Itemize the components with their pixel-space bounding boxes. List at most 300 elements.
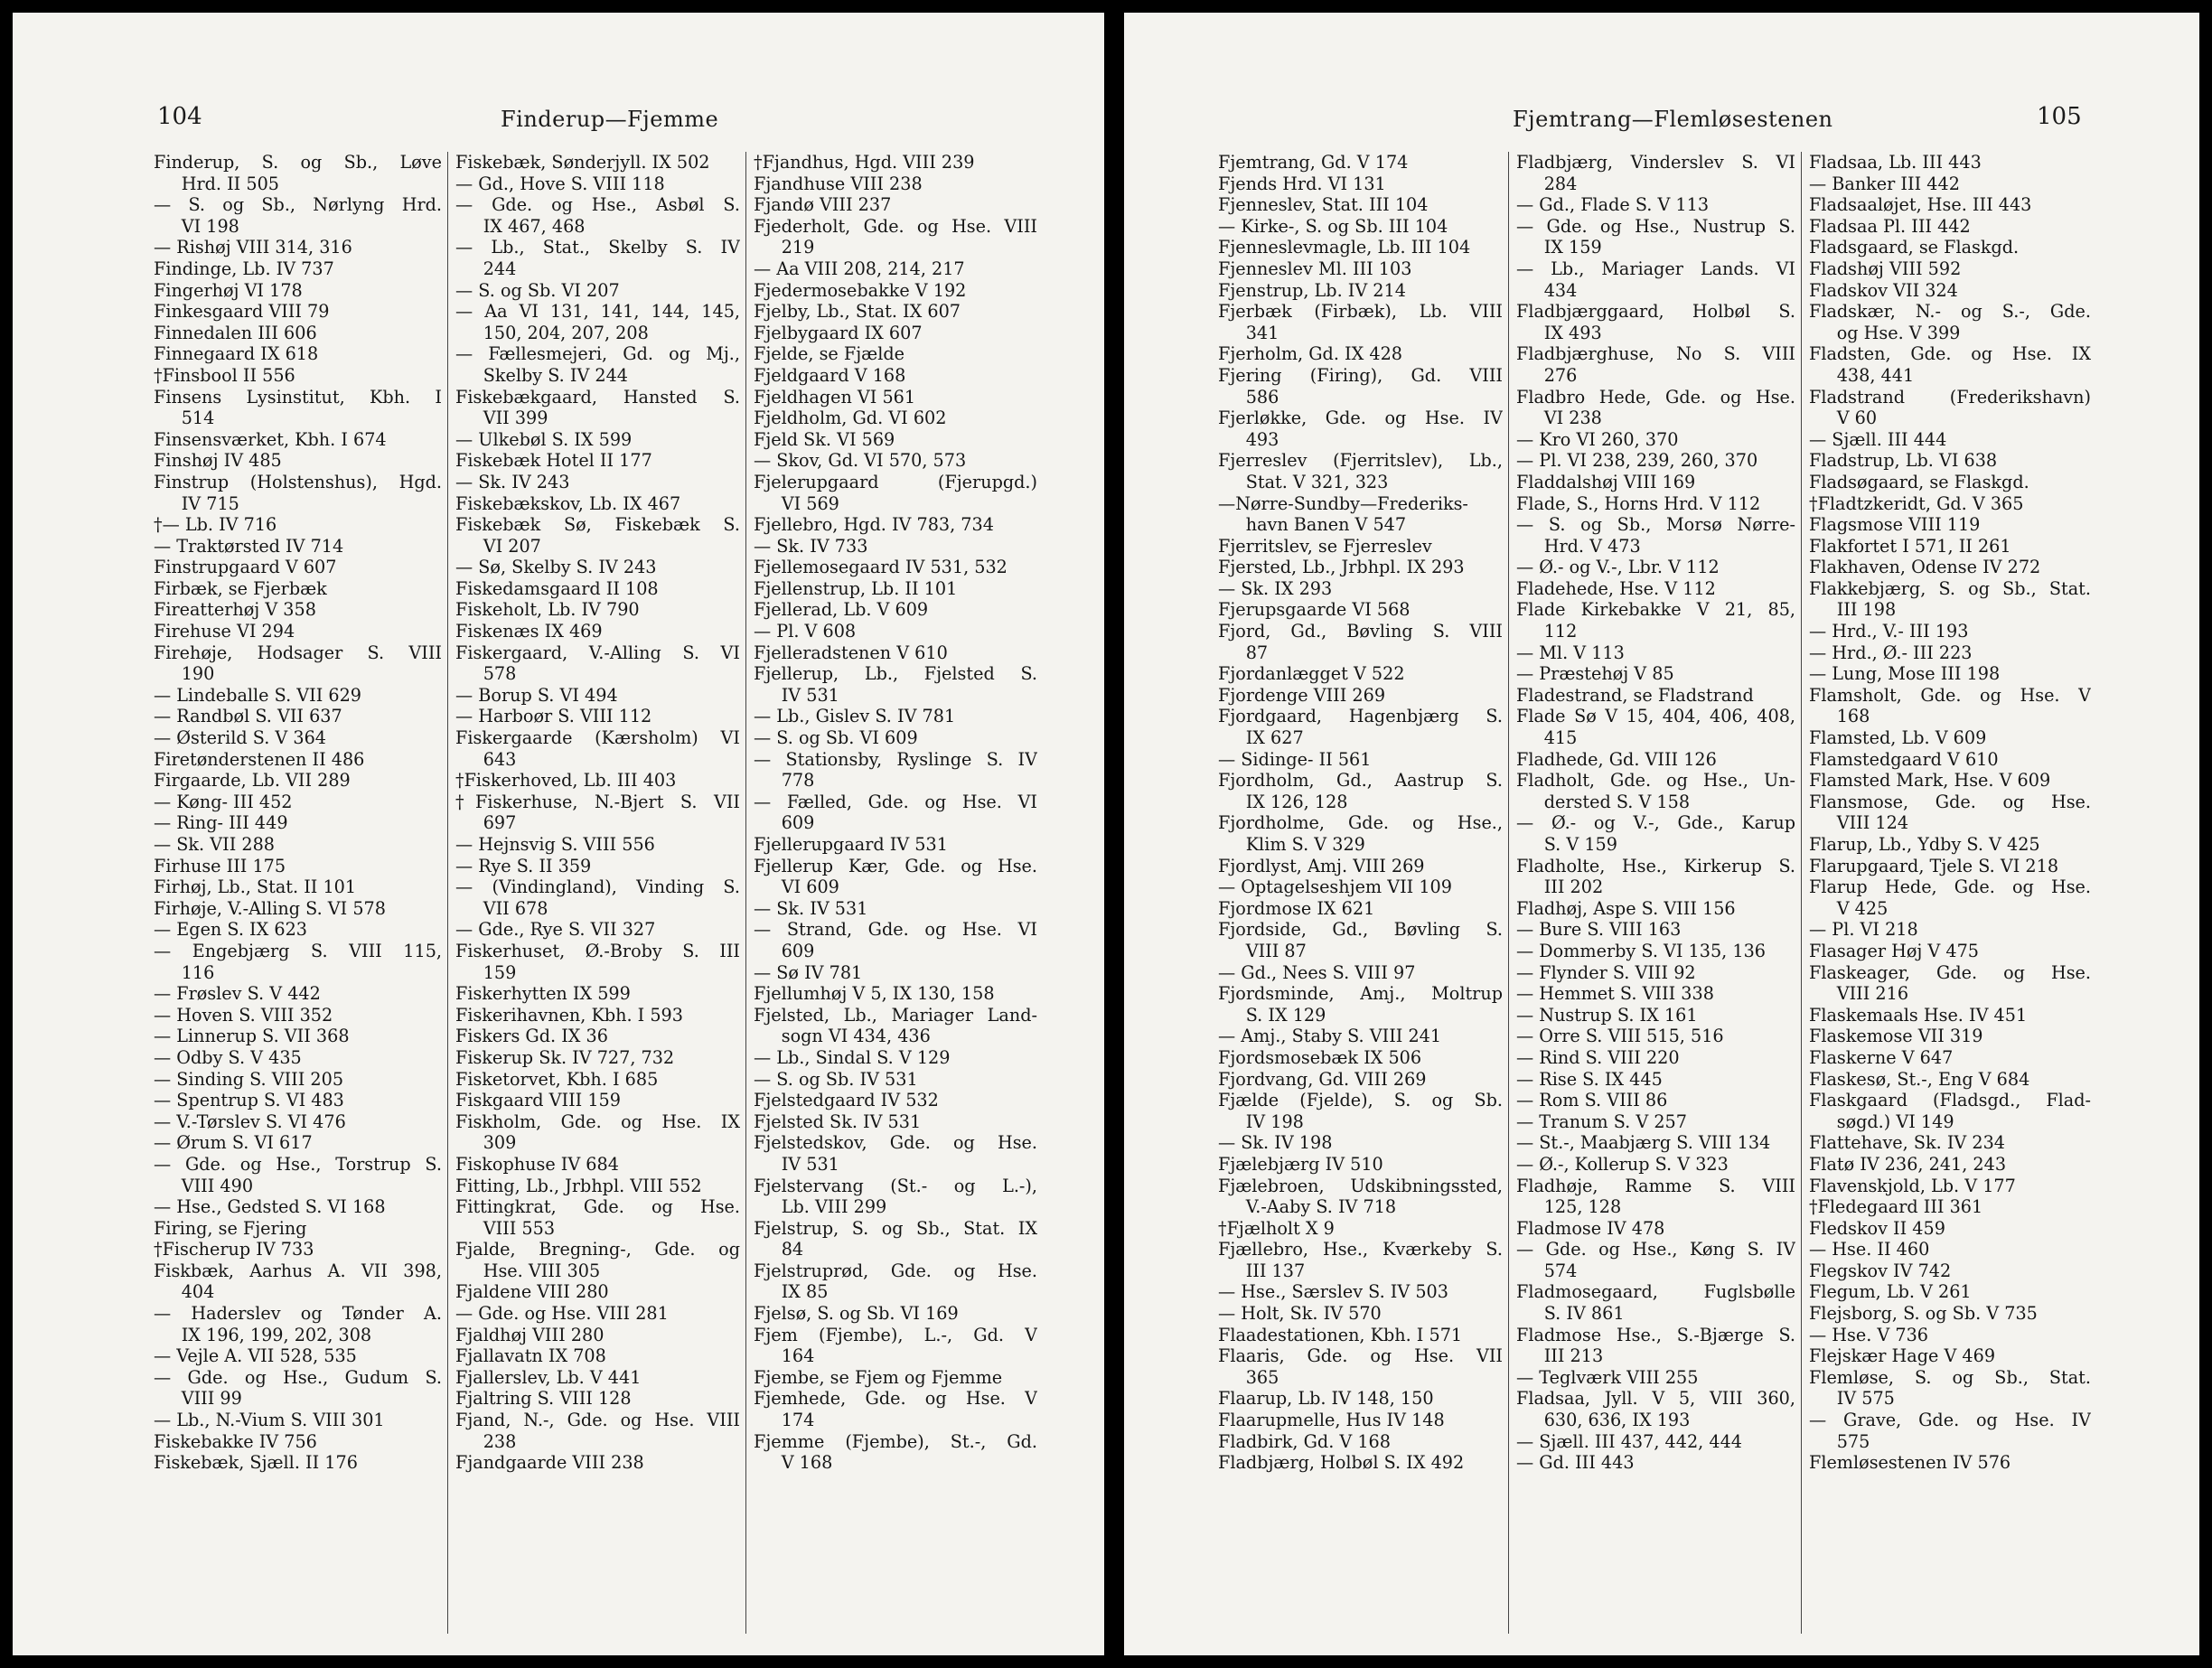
- index-entry: Fjellumhøj V 5, IX 130, 158: [754, 983, 995, 1005]
- index-entry: Fittingkrat, Gde. og Hse.: [455, 1196, 740, 1218]
- index-entry: — Rishøj VIII 314, 316: [154, 237, 352, 258]
- index-entry-continuation: 778: [781, 770, 815, 792]
- index-entry: Flaadestationen, Kbh. I 571: [1218, 1324, 1463, 1345]
- index-entry: Fireatterhøj V 358: [154, 599, 316, 621]
- index-entry: Fjeldgaard V 168: [754, 364, 906, 386]
- index-entry-continuation: 341: [1245, 322, 1279, 343]
- index-entry: Fladbjærghuse, No S. VIII: [1516, 343, 1795, 365]
- index-entry: — S. og Sb., Morsø Nørre-: [1516, 514, 1795, 536]
- index-entry-continuation: 238: [483, 1430, 517, 1452]
- index-entry: Fjordlyst, Amj. VIII 269: [1218, 855, 1425, 876]
- index-entry: Fiskerhytten IX 599: [455, 983, 631, 1005]
- index-entry: Finstrupgaard V 607: [154, 557, 337, 578]
- index-entry: — Teglværk VIII 255: [1516, 1366, 1699, 1388]
- index-entry: — Gd. III 443: [1516, 1452, 1635, 1474]
- index-entry: Firhøj, Lb., Stat. II 101: [154, 876, 357, 898]
- index-entry: — Egen S. IX 623: [154, 919, 308, 941]
- index-entry: Fladhede, Gd. VIII 126: [1516, 748, 1717, 770]
- index-entry-continuation: 574: [1543, 1260, 1578, 1281]
- index-entry: Flejsborg, S. og Sb. V 735: [1809, 1303, 2038, 1325]
- index-entry-continuation: og Hse. V 399: [1836, 322, 1961, 343]
- index-entry: — Lung, Mose III 198: [1809, 663, 2001, 685]
- index-entry-continuation: 630, 636, IX 193: [1543, 1410, 1691, 1431]
- index-entry: — Strand, Gde. og Hse. VI: [754, 919, 1037, 941]
- index-entry: — V.-Tørslev S. VI 476: [154, 1110, 346, 1132]
- index-entry: Fjerbæk (Firbæk), Lb. VIII: [1218, 301, 1503, 323]
- index-entry: Fjellerad, Lb. V 609: [754, 599, 929, 621]
- index-entry-continuation: VIII 124: [1836, 812, 1909, 834]
- index-entry: — Ring- III 449: [154, 812, 288, 834]
- index-entry-continuation: IV 531: [781, 684, 839, 706]
- index-entry: — Nustrup S. IX 161: [1516, 1004, 1698, 1026]
- index-entry: Flaarup, Lb. IV 148, 150: [1218, 1388, 1434, 1410]
- index-entry: — Gde. og Hse., Køng S. IV: [1516, 1239, 1795, 1260]
- index-entry: Fladmose IV 478: [1516, 1217, 1665, 1239]
- index-entry: Fjenneslevmagle, Lb. III 104: [1218, 237, 1471, 258]
- index-entry: — Hse. II 460: [1809, 1239, 1930, 1260]
- index-entry: Flasager Høj V 475: [1809, 940, 1979, 961]
- index-entry: — Pl. VI 218: [1809, 919, 1918, 941]
- index-entry-continuation: VI 238: [1543, 408, 1602, 429]
- index-entry: Fjelby, Lb., Stat. IX 607: [754, 301, 961, 323]
- index-entry: Fiskebækgaard, Hansted S.: [455, 386, 740, 408]
- index-entry: Fjem (Fjembe), L.-, Gd. V: [754, 1324, 1037, 1345]
- index-entry: — Engebjærg S. VIII 115,: [154, 940, 442, 961]
- left-page: [13, 13, 1104, 1655]
- index-entry-continuation: VII 399: [483, 408, 548, 429]
- index-entry: Fiskebækskov, Lb. IX 467: [455, 492, 681, 514]
- index-entry: — Gde. og Hse., Torstrup S.: [154, 1153, 442, 1175]
- index-entry: Fjembe, se Fjem og Fjemme: [754, 1366, 1003, 1388]
- index-entry: Findinge, Lb. IV 737: [154, 258, 334, 279]
- running-head: Finderup—Fjemme: [501, 107, 719, 132]
- index-entry: †Fledegaard III 361: [1809, 1196, 1983, 1218]
- index-entry: Flemløsestenen IV 576: [1809, 1452, 2011, 1474]
- index-entry-continuation: 244: [483, 258, 517, 279]
- index-entry-continuation: VIII 553: [483, 1217, 556, 1239]
- index-entry: Fiskebæk Sø, Fiskebæk S.: [455, 514, 740, 536]
- index-entry-continuation: VI 207: [483, 535, 541, 557]
- index-entry-continuation: 434: [1543, 279, 1578, 301]
- index-entry-continuation: 609: [781, 940, 815, 961]
- index-entry: Fjenneslev Ml. III 103: [1218, 258, 1412, 279]
- index-entry-continuation: 309: [483, 1132, 517, 1154]
- index-entry: — Gde., Rye S. VII 327: [455, 919, 656, 941]
- index-entry: Fladestrand, se Fladstrand: [1516, 684, 1754, 706]
- index-entry: — Traktørsted IV 714: [154, 535, 344, 557]
- index-entry: Fladskov VII 324: [1809, 279, 1958, 301]
- index-entry: Fiskebæk, Sjæll. II 176: [154, 1452, 358, 1474]
- index-entry: Finderup, S. og Sb., Løve: [154, 152, 442, 173]
- index-entry-continuation: 164: [781, 1345, 815, 1367]
- index-entry: Finsens Lysinstitut, Kbh. I: [154, 386, 442, 408]
- index-entry-continuation: 404: [181, 1281, 215, 1303]
- index-entry-continuation: 697: [483, 812, 517, 834]
- index-entry: Fiskerup Sk. IV 727, 732: [455, 1046, 675, 1068]
- index-entry: Fjemhede, Gde. og Hse. V: [754, 1388, 1037, 1410]
- index-entry: Fladsøgaard, se Flaskgd.: [1809, 471, 2029, 492]
- index-entry: †Fiskerhuse, N.-Bjert S. VII: [455, 791, 740, 812]
- index-entry: Fjelleradstenen V 610: [754, 642, 948, 663]
- index-entry: Fiskholm, Gde. og Hse. IX: [455, 1110, 740, 1132]
- index-entry-continuation: sogn VI 434, 436: [781, 1026, 931, 1047]
- index-entry: Fjordenge VIII 269: [1218, 684, 1386, 706]
- index-entry: — Randbøl S. VII 637: [154, 706, 342, 727]
- index-entry-continuation: søgd.) VI 149: [1836, 1110, 1954, 1132]
- index-entry: Flamsted Mark, Hse. V 609: [1809, 770, 2051, 792]
- index-entry: — Gd., Flade S. V 113: [1516, 194, 1710, 216]
- index-entry: Fladhøj, Aspe S. VIII 156: [1516, 897, 1736, 919]
- index-entry: Fiskbæk, Aarhus A. VII 398,: [154, 1260, 442, 1281]
- index-entry: Fladbjærggaard, Holbøl S.: [1516, 301, 1795, 323]
- index-column: [455, 152, 746, 1634]
- index-entry: Finnegaard IX 618: [154, 343, 319, 365]
- index-entry-continuation: Hrd. II 505: [181, 173, 279, 194]
- index-entry: — Rise S. IX 445: [1516, 1068, 1663, 1090]
- index-entry: Fiskergaard, V.-Alling S. VI: [455, 642, 740, 663]
- index-entry: Fjederholt, Gde. og Hse. VIII: [754, 215, 1037, 237]
- index-entry: Fjordside, Gd., Bøvling S.: [1218, 919, 1503, 941]
- index-entry: — Fællesmejeri, Gd. og Mj.,: [455, 343, 740, 365]
- index-entry: — Ml. V 113: [1516, 642, 1625, 663]
- index-entry: —Nørre-Sundby—Frederiks-: [1218, 492, 1468, 514]
- index-entry: — Amj., Staby S. VIII 241: [1218, 1026, 1442, 1047]
- index-entry: Finkesgaard VIII 79: [154, 301, 330, 323]
- index-entry: Fjælebjærg IV 510: [1218, 1153, 1383, 1175]
- index-entry: — Sk. IV 733: [754, 535, 868, 557]
- index-entry: Fladsaa, Lb. III 443: [1809, 152, 1982, 173]
- index-entry-continuation: V 60: [1836, 408, 1878, 429]
- index-entry: — Gd., Hove S. VIII 118: [455, 173, 665, 194]
- index-entry: — Fælled, Gde. og Hse. VI: [754, 791, 1037, 812]
- index-entry: Firehøje, Hodsager S. VIII: [154, 642, 442, 663]
- index-entry: Fjelstedgaard IV 532: [754, 1090, 939, 1111]
- index-entry: Fjaldene VIII 280: [455, 1281, 609, 1303]
- index-entry: Fiskeholt, Lb. IV 790: [455, 599, 640, 621]
- index-entry: Fladskær, N.- og S.-, Gde.: [1809, 301, 2091, 323]
- index-entry: Flemløse, S. og Sb., Stat.: [1809, 1366, 2091, 1388]
- index-entry-continuation: 276: [1543, 364, 1578, 386]
- index-entry-continuation: VI 198: [181, 215, 239, 237]
- index-entry: Fjælde (Fjelde), S. og Sb.: [1218, 1090, 1503, 1111]
- index-entry: Fjeldhagen VI 561: [754, 386, 916, 408]
- index-entry: Fjelerupgaard (Fjerupgd.): [754, 471, 1037, 492]
- index-entry-continuation: 168: [1836, 706, 1870, 727]
- index-entry: Fjælebroen, Udskibningssted,: [1218, 1175, 1503, 1196]
- index-entry-continuation: IX 467, 468: [483, 215, 586, 237]
- index-entry: Fladholte, Hse., Kirkerup S.: [1516, 855, 1795, 876]
- index-entry: — S. og Sb., Nørlyng Hrd.: [154, 194, 442, 216]
- index-entry: Fisketorvet, Kbh. I 685: [455, 1068, 659, 1090]
- index-entry: Fladstrand (Frederikshavn): [1809, 386, 2091, 408]
- index-entry: Firbæk, se Fjerbæk: [154, 577, 327, 599]
- index-entry: — Skov, Gd. VI 570, 573: [754, 450, 967, 472]
- index-entry: — Flynder S. VIII 92: [1516, 961, 1696, 983]
- index-entry-continuation: 150, 204, 207, 208: [483, 322, 649, 343]
- index-entry: — Køng- III 452: [154, 791, 293, 812]
- index-entry-continuation: IV 531: [781, 1153, 839, 1175]
- index-entry-continuation: 190: [181, 663, 215, 685]
- index-entry: Fledskov II 459: [1809, 1217, 1945, 1239]
- index-entry: Finsensværket, Kbh. I 674: [154, 428, 387, 450]
- index-entry: Flade Kirkebakke V 21, 85,: [1516, 599, 1795, 621]
- index-entry: Fladsgaard, se Flaskgd.: [1809, 237, 2020, 258]
- index-entry: Fladehede, Hse. V 112: [1516, 577, 1716, 599]
- index-entry: Fjeldholm, Gd. VI 602: [754, 408, 947, 429]
- index-entry: Fjersted, Lb., Jrbhpl. IX 293: [1218, 557, 1465, 578]
- index-entry: — Harboør S. VIII 112: [455, 706, 652, 727]
- index-entry: Flattehave, Sk. IV 234: [1809, 1132, 2005, 1154]
- index-entry: Flaskgaard (Fladsgd., Flad-: [1809, 1090, 2091, 1111]
- index-entry: Fiskebæk, Sønderjyll. IX 502: [455, 152, 710, 173]
- index-entry: Fjellebro, Hgd. IV 783, 734: [754, 514, 994, 536]
- index-entry: Flejskær Hage V 469: [1809, 1345, 1996, 1367]
- index-entry-continuation: 284: [1543, 173, 1578, 194]
- index-entry-continuation: IX 493: [1543, 322, 1602, 343]
- index-entry: — Kirke-, S. og Sb. III 104: [1218, 215, 1448, 237]
- index-entry-continuation: VIII 87: [1245, 940, 1307, 961]
- index-entry: Flavenskjold, Lb. V 177: [1809, 1175, 2016, 1196]
- index-entry-continuation: III 198: [1836, 599, 1897, 621]
- index-entry: Fjends Hrd. VI 131: [1218, 173, 1386, 194]
- index-entry: Fiskebæk Hotel II 177: [455, 450, 652, 472]
- index-entry: Fjelsted Sk. IV 531: [754, 1110, 922, 1132]
- running-head: Fjemtrang—Flemløsestenen: [1513, 107, 1833, 132]
- index-entry: — Stationsby, Ryslinge S. IV: [754, 748, 1037, 770]
- index-column: [154, 152, 448, 1634]
- index-entry: — Optagelseshjem VII 109: [1218, 876, 1452, 898]
- index-entry: — Sk. IV 243: [455, 471, 570, 492]
- index-entry: — Ø.-, Kollerup S. V 323: [1516, 1153, 1729, 1175]
- index-column: [1218, 152, 1509, 1634]
- index-entry: Fjedermosebakke V 192: [754, 279, 967, 301]
- index-entry: — Pl. V 608: [754, 621, 857, 642]
- index-entry: — Tranum S. V 257: [1516, 1110, 1687, 1132]
- index-entry: Flarupgaard, Tjele S. VI 218: [1809, 855, 2059, 876]
- index-entry: Flakfortet I 571, II 261: [1809, 535, 2011, 557]
- index-entry: Fjelsted, Lb., Mariager Land-: [754, 1004, 1037, 1026]
- index-entry-continuation: 116: [181, 961, 215, 983]
- index-entry: †Fischerup IV 733: [154, 1239, 314, 1260]
- index-entry: Fjeld Sk. VI 569: [754, 428, 895, 450]
- index-entry-continuation: 609: [781, 812, 815, 834]
- index-entry: Fladstrup, Lb. VI 638: [1809, 450, 1998, 472]
- index-entry: Fjordholme, Gde. og Hse.,: [1218, 812, 1503, 834]
- index-entry: Fjordvang, Gd. VIII 269: [1218, 1068, 1427, 1090]
- index-entry: Flegskov IV 742: [1809, 1260, 1952, 1281]
- index-entry: — Grave, Gde. og Hse. IV: [1809, 1410, 2091, 1431]
- index-entry-continuation: 514: [181, 408, 215, 429]
- index-entry: Fjerreslev (Fjerritslev), Lb.,: [1218, 450, 1503, 472]
- index-entry-continuation: VIII 99: [181, 1388, 242, 1410]
- index-entry-continuation: VI 609: [781, 876, 839, 898]
- index-entry: Fladshøj VIII 592: [1809, 258, 1962, 279]
- index-entry: — Ørum S. VI 617: [154, 1132, 313, 1154]
- index-entry: — Sjæll. III 444: [1809, 428, 1947, 450]
- index-entry-continuation: havn Banen V 547: [1245, 514, 1407, 536]
- index-entry-continuation: V.-Aaby S. IV 718: [1245, 1196, 1397, 1218]
- index-entry-continuation: 84: [781, 1239, 804, 1260]
- index-entry: — Ulkebøl S. IX 599: [455, 428, 633, 450]
- index-entry-continuation: Hrd. V 473: [1543, 535, 1641, 557]
- index-entry: Fladhøje, Ramme S. VIII: [1516, 1175, 1795, 1196]
- index-entry: Fladbro Hede, Gde. og Hse.: [1516, 386, 1795, 408]
- index-entry: Firhuse III 175: [154, 855, 286, 876]
- index-entry: †Finsbool II 556: [154, 364, 295, 386]
- index-entry-continuation: IV 575: [1836, 1388, 1895, 1410]
- index-entry: Flade Sø V 15, 404, 406, 408,: [1516, 706, 1795, 727]
- index-entry-continuation: 112: [1543, 621, 1578, 642]
- index-entry: — Lindeballe S. VII 629: [154, 684, 362, 706]
- index-entry: — Sø IV 781: [754, 961, 863, 983]
- index-entry: — Sø, Skelby S. IV 243: [455, 557, 657, 578]
- index-entry: — Hoven S. VIII 352: [154, 1004, 333, 1026]
- index-entry: Fjandgaarde VIII 238: [455, 1452, 644, 1474]
- index-entry-continuation: IX 627: [1245, 727, 1304, 749]
- index-entry-continuation: S. V 159: [1543, 834, 1617, 855]
- index-entry: Fjellerupgaard IV 531: [754, 834, 948, 855]
- index-entry: Finnedalen III 606: [154, 322, 317, 343]
- index-entry: — Vejle A. VII 528, 535: [154, 1345, 357, 1367]
- index-entry: — Bure S. VIII 163: [1516, 919, 1682, 941]
- index-entry: — Lb., Mariager Lands. VI: [1516, 258, 1795, 279]
- index-entry: Fiskgaard VIII 159: [455, 1090, 621, 1111]
- index-entry-continuation: Lb. VIII 299: [781, 1196, 887, 1218]
- index-entry: †— Lb. IV 716: [154, 514, 277, 536]
- index-entry: Firhøje, V.-Alling S. VI 578: [154, 897, 386, 919]
- index-entry: — Lb., N.-Vium S. VIII 301: [154, 1410, 385, 1431]
- index-entry: Flamsholt, Gde. og Hse. V: [1809, 684, 2091, 706]
- index-entry: — Østerild S. V 364: [154, 727, 326, 749]
- index-entry-continuation: IX 85: [781, 1281, 829, 1303]
- index-entry-continuation: 643: [483, 748, 517, 770]
- index-entry: †Fjælholt X 9: [1218, 1217, 1335, 1239]
- index-entry: Fjordanlægget V 522: [1218, 663, 1405, 685]
- index-entry: Flarup, Lb., Ydby S. V 425: [1809, 834, 2040, 855]
- index-entry: †Fiskerhoved, Lb. III 403: [455, 770, 677, 792]
- index-entry: Fiskerihavnen, Kbh. I 593: [455, 1004, 683, 1026]
- index-entry: Fladsaa Pl. III 442: [1809, 215, 1971, 237]
- index-entry: Fladbirk, Gd. V 168: [1218, 1430, 1391, 1452]
- index-entry: Fjallerslev, Lb. V 441: [455, 1366, 642, 1388]
- index-entry: Fladmosegaard, Fuglsbølle: [1516, 1281, 1795, 1303]
- index-entry: Flade, S., Horns Hrd. V 112: [1516, 492, 1761, 514]
- index-entry: Fjaltring S. VIII 128: [455, 1388, 632, 1410]
- index-entry: Flamsted, Lb. V 609: [1809, 727, 1987, 749]
- index-entry-continuation: Klim S. V 329: [1245, 834, 1365, 855]
- index-entry: — Aa VIII 208, 214, 217: [754, 258, 965, 279]
- index-entry: Fjelstrup, S. og Sb., Stat. IX: [754, 1217, 1037, 1239]
- index-entry-continuation: 578: [483, 663, 517, 685]
- index-entry: Flaskerne V 647: [1809, 1046, 1954, 1068]
- index-entry: Fjordgaard, Hagenbjærg S.: [1218, 706, 1503, 727]
- index-entry: — Gde. og Hse., Nustrup S.: [1516, 215, 1795, 237]
- index-entry: Fjallavatn IX 708: [455, 1345, 606, 1367]
- index-entry: — Hejnsvig S. VIII 556: [455, 834, 655, 855]
- index-entry: — Lb., Sindal S. V 129: [754, 1046, 951, 1068]
- index-entry: Flagsmose VIII 119: [1809, 514, 1981, 536]
- index-column: [1809, 152, 2091, 1634]
- index-entry: Fjelsø, S. og Sb. VI 169: [754, 1303, 959, 1325]
- index-entry-continuation: VIII 216: [1836, 983, 1909, 1005]
- index-entry: †Fjandhus, Hgd. VIII 239: [754, 152, 975, 173]
- index-entry: Flaaris, Gde. og Hse. VII: [1218, 1345, 1503, 1367]
- index-entry-continuation: III 202: [1543, 876, 1604, 898]
- index-entry-continuation: S. IV 861: [1543, 1303, 1625, 1325]
- index-entry-continuation: IV 198: [1245, 1110, 1304, 1132]
- index-entry: Fjemtrang, Gd. V 174: [1218, 152, 1409, 173]
- index-entry: — Dommerby S. VI 135, 136: [1516, 940, 1766, 961]
- index-entry-continuation: 575: [1836, 1430, 1870, 1452]
- index-entry: — S. og Sb. VI 609: [754, 727, 918, 749]
- index-entry: Fiskergaarde (Kærsholm) VI: [455, 727, 740, 749]
- index-entry: Fjenstrup, Lb. IV 214: [1218, 279, 1406, 301]
- index-entry: — Sidinge- II 561: [1218, 748, 1372, 770]
- index-entry: — Kro VI 260, 370: [1516, 428, 1679, 450]
- index-entry: — Banker III 442: [1809, 173, 1960, 194]
- index-entry: Fjordholm, Gd., Aastrup S.: [1218, 770, 1503, 792]
- index-entry: Fiskophuse IV 684: [455, 1153, 619, 1175]
- index-entry: Flatø IV 236, 241, 243: [1809, 1153, 2007, 1175]
- index-entry: Flansmose, Gde. og Hse.: [1809, 791, 2091, 812]
- index-entry: Fjelbygaard IX 607: [754, 322, 923, 343]
- index-entry-continuation: VIII 490: [181, 1175, 254, 1196]
- index-entry: — Linnerup S. VII 368: [154, 1026, 350, 1047]
- index-column: [1516, 152, 1802, 1634]
- index-entry: Flaskeager, Gde. og Hse.: [1809, 961, 2091, 983]
- index-entry: Fladholt, Gde. og Hse., Un-: [1516, 770, 1795, 792]
- index-entry: — Sinding S. VIII 205: [154, 1068, 344, 1090]
- index-entry: Fjord, Gd., Bøvling S. VIII: [1218, 621, 1503, 642]
- index-entry-continuation: Stat. V 321, 323: [1245, 471, 1389, 492]
- index-entry: Firing, se Fjering: [154, 1217, 307, 1239]
- index-entry-continuation: 87: [1245, 642, 1269, 663]
- index-entry: — St.-, Maabjærg S. VIII 134: [1516, 1132, 1771, 1154]
- right-page: [1124, 13, 2199, 1655]
- index-entry-continuation: 493: [1245, 428, 1279, 450]
- index-entry: Fladsaa, Jyll. V 5, VIII 360,: [1516, 1388, 1795, 1410]
- index-entry: Fjelstervang (St.- og L.-),: [754, 1175, 1037, 1196]
- index-entry-continuation: IX 196, 199, 202, 308: [181, 1324, 372, 1345]
- index-entry: Flaarupmelle, Hus IV 148: [1218, 1410, 1445, 1431]
- index-entry-continuation: IX 126, 128: [1245, 791, 1348, 812]
- index-entry: Flakkebjærg, S. og Sb., Stat.: [1809, 577, 2091, 599]
- index-entry: Fitting, Lb., Jrbhpl. VIII 552: [455, 1175, 702, 1196]
- index-entry: — Hemmet S. VIII 338: [1516, 983, 1714, 1005]
- index-entry: Fladsaaløjet, Hse. III 443: [1809, 194, 2032, 216]
- index-entry: — S. og Sb. IV 531: [754, 1068, 918, 1090]
- index-entry-continuation: III 213: [1543, 1345, 1604, 1367]
- index-entry: — Haderslev og Tønder A.: [154, 1303, 442, 1325]
- index-entry: — Sk. IV 531: [754, 897, 868, 919]
- index-entry: — Hse., Særslev S. IV 503: [1218, 1281, 1448, 1303]
- index-entry: Fjand, N.-, Gde. og Hse. VIII: [455, 1410, 740, 1431]
- index-entry-continuation: 586: [1245, 386, 1279, 408]
- index-entry-continuation: V 168: [781, 1452, 833, 1474]
- index-entry: Flakhaven, Odense IV 272: [1809, 557, 2041, 578]
- index-entry: Fingerhøj VI 178: [154, 279, 303, 301]
- index-entry-continuation: IV 715: [181, 492, 239, 514]
- index-entry: Fjaldhøj VIII 280: [455, 1324, 605, 1345]
- index-entry-continuation: 125, 128: [1543, 1196, 1622, 1218]
- index-entry: — Gde. og Hse. VIII 281: [455, 1303, 669, 1325]
- index-entry: Fjerritslev, se Fjerreslev: [1218, 535, 1432, 557]
- index-entry-continuation: 159: [483, 961, 517, 983]
- index-entry: Fjemme (Fjembe), St.-, Gd.: [754, 1430, 1037, 1452]
- index-entry: — Rye S. II 359: [455, 855, 592, 876]
- index-entry: — Aa VI 131, 141, 144, 145,: [455, 301, 740, 323]
- index-entry: — Sk. VII 288: [154, 834, 275, 855]
